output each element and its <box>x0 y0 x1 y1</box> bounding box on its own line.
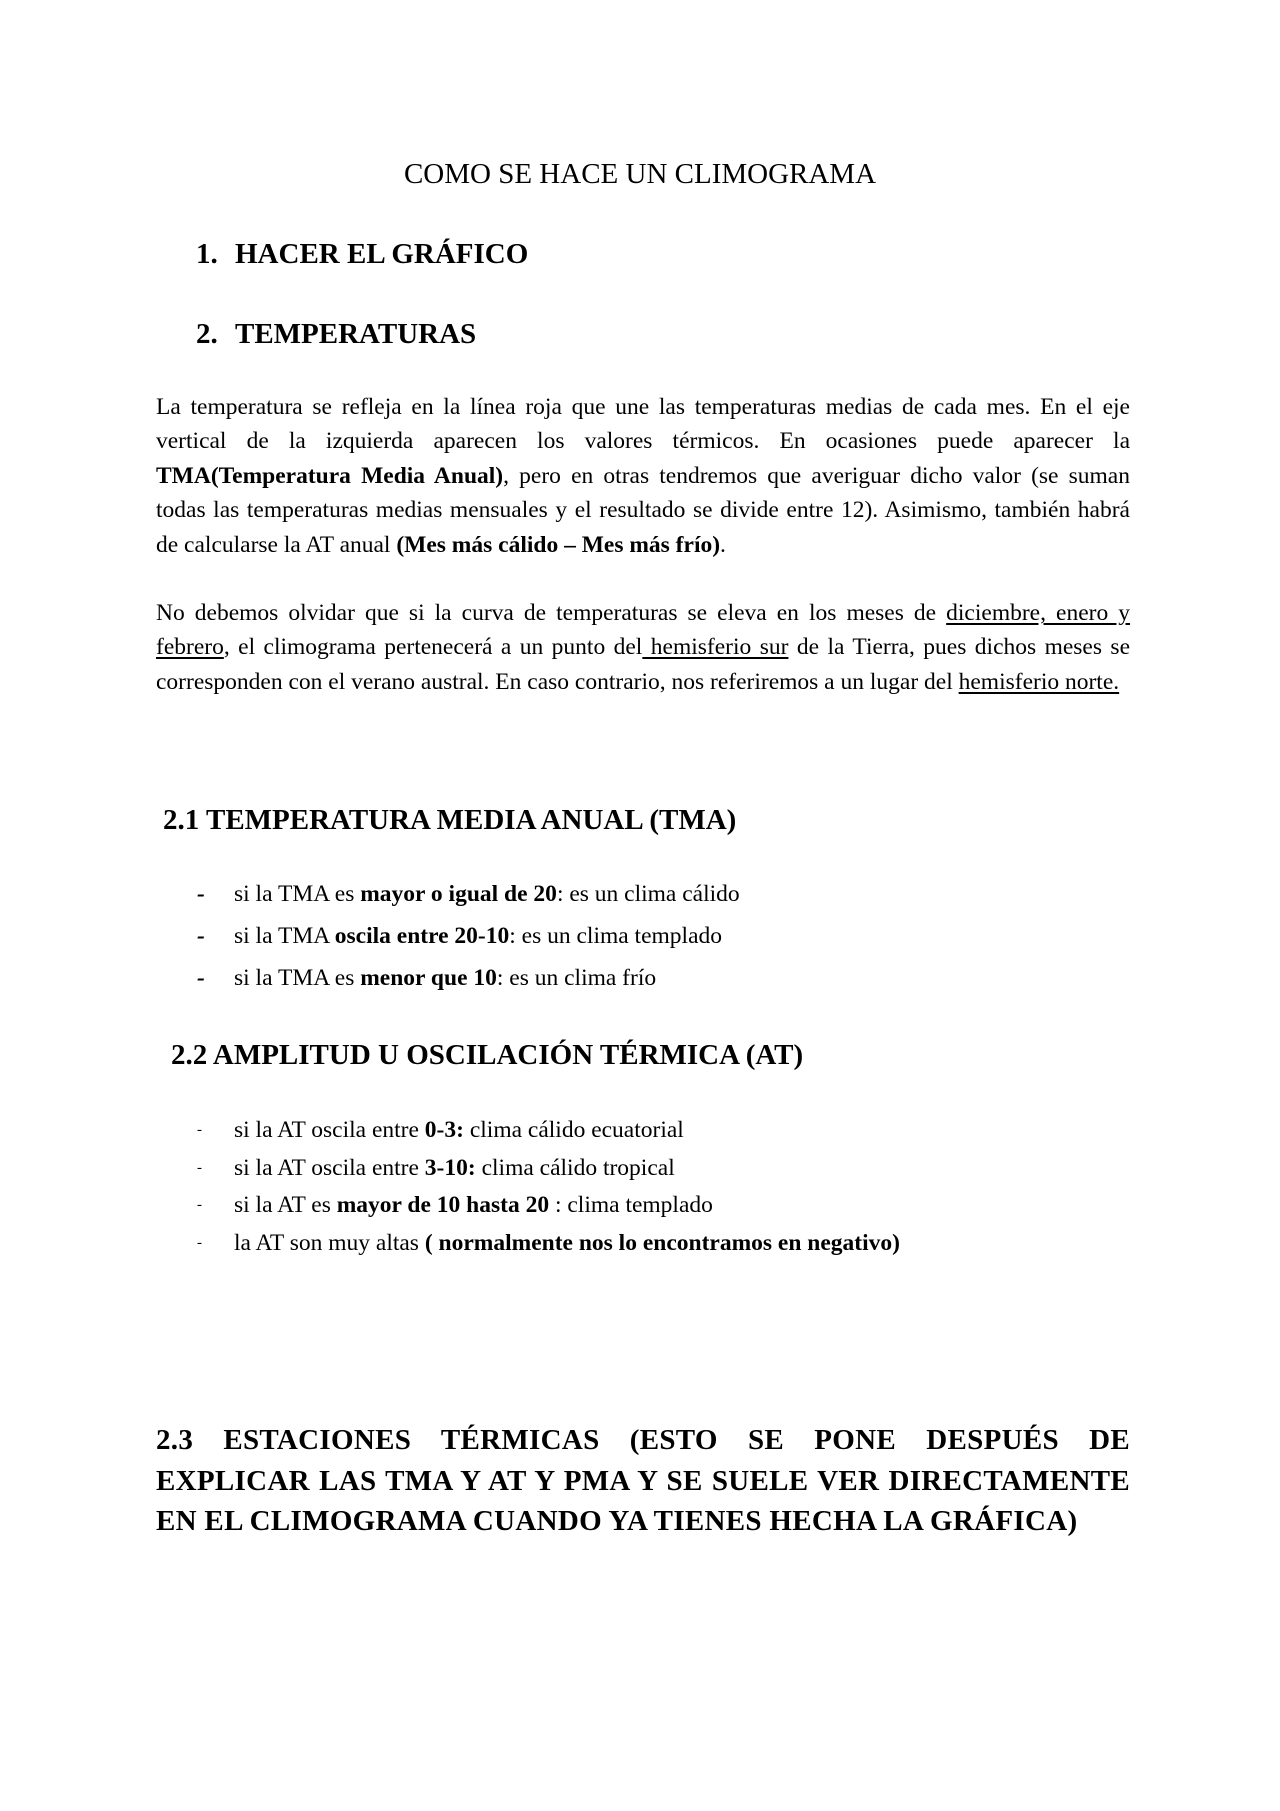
item-text: : clima templado <box>549 1192 713 1218</box>
bullet-dash: - <box>197 1234 202 1251</box>
item-bold: 0-3: <box>424 1117 464 1143</box>
at-list <box>197 1113 900 1263</box>
item-bold: mayor o igual de 20 <box>360 881 557 907</box>
paragraph-temperatura <box>156 390 1130 562</box>
item-bold: oscila entre 20-10 <box>334 923 510 949</box>
paragraph-text: , pero en otras tendremos que averiguar dicho valor (se suman todas las temperaturas medias mensuales y el resultado se divide entre 12). Asimismo, también habrá de calcularse la AT anual <box>156 462 1130 558</box>
underlined-hemisferio-norte: hemisferio norte. <box>958 668 1120 695</box>
bullet-dash: - <box>197 1197 202 1213</box>
item-bold: ( normalmente nos lo encontramos en negativo) <box>424 1229 900 1256</box>
bold-term-at: (Mes más cálido – Mes más frío) <box>396 531 721 558</box>
section-number: 2. <box>196 318 218 350</box>
bullet-dash: - <box>197 923 205 949</box>
bullet-dash: - <box>197 1122 202 1138</box>
heading-tma: 2.1 TEMPERATURA MEDIA ANUAL (TMA) <box>163 804 737 836</box>
paragraph-text: . <box>720 531 726 558</box>
item-text: : es un clima cálido <box>556 881 740 907</box>
item-bold: mayor de 10 hasta 20 <box>336 1192 550 1218</box>
page-title: COMO SE HACE UN CLIMOGRAMA <box>403 158 877 190</box>
paragraph-hemisferio <box>156 596 1130 699</box>
list-item <box>197 961 740 1003</box>
item-bold: menor que 10 <box>360 965 497 991</box>
list-item <box>197 1226 900 1264</box>
paragraph-text: , el climograma pertenecerá a un punto del <box>223 634 643 661</box>
bold-term-tma: TMA(Temperatura Media Anual) <box>156 462 504 489</box>
bullet-dash: - <box>197 965 205 991</box>
section-number: 1. <box>196 238 218 270</box>
tma-list <box>197 877 740 1003</box>
item-text: si la AT es <box>234 1192 337 1218</box>
underlined-months: diciembre, enero y febrero <box>156 600 1131 661</box>
item-text: si la AT oscila entre <box>234 1154 425 1181</box>
item-text: si la AT oscila entre <box>234 1117 425 1143</box>
item-text: clima cálido ecuatorial <box>463 1117 684 1143</box>
list-item <box>197 877 740 919</box>
bullet-dash: - <box>197 881 205 907</box>
section-title: TEMPERATURAS <box>235 318 477 350</box>
section-heading-hacer-grafico <box>196 236 528 272</box>
item-text: la AT son muy altas <box>234 1229 425 1256</box>
item-bold: 3-10: <box>424 1154 476 1181</box>
item-text: : es un clima templado <box>509 923 723 949</box>
underlined-hemisferio-sur: hemisferio sur <box>642 634 789 661</box>
item-text: : es un clima frío <box>496 965 657 991</box>
item-text: si la TMA es <box>234 965 361 991</box>
list-item <box>197 1113 900 1151</box>
paragraph-text: La temperatura se refleja en la línea roja que une las temperaturas medias de cada mes. En el eje vertical de la izquierda aparecen los valores térmicos. En ocasiones puede aparecer la <box>156 394 1130 455</box>
paragraph-text: de la Tierra, pues dichos meses se corresponden con el verano austral. En caso contrario, nos referiremos a un lugar del <box>156 634 1131 695</box>
list-item <box>197 1151 900 1189</box>
paragraph-text: No debemos olvidar que si la curva de temperaturas se eleva en los meses de <box>156 600 947 626</box>
section-title: HACER EL GRÁFICO <box>235 238 529 270</box>
item-text: si la TMA <box>234 923 335 949</box>
section-heading-temperaturas <box>196 316 476 352</box>
heading-estaciones-termicas: 2.3 ESTACIONES TÉRMICAS (ESTO SE PONE DESPUÉS DE EXPLICAR LAS TMA Y AT Y PMA Y SE SUELE VER DIRECTAMENTE EN EL CLIMOGRAMA CUANDO YA TIENES HECHA LA GRÁFICA) <box>156 1424 1130 1537</box>
item-text: clima cálido tropical <box>475 1154 675 1181</box>
list-item <box>197 919 740 961</box>
bullet-dash: - <box>197 1159 202 1176</box>
item-text: si la TMA es <box>234 881 361 907</box>
list-item <box>197 1188 900 1226</box>
heading-at: 2.2 AMPLITUD U OSCILACIÓN TÉRMICA (AT) <box>171 1039 804 1071</box>
